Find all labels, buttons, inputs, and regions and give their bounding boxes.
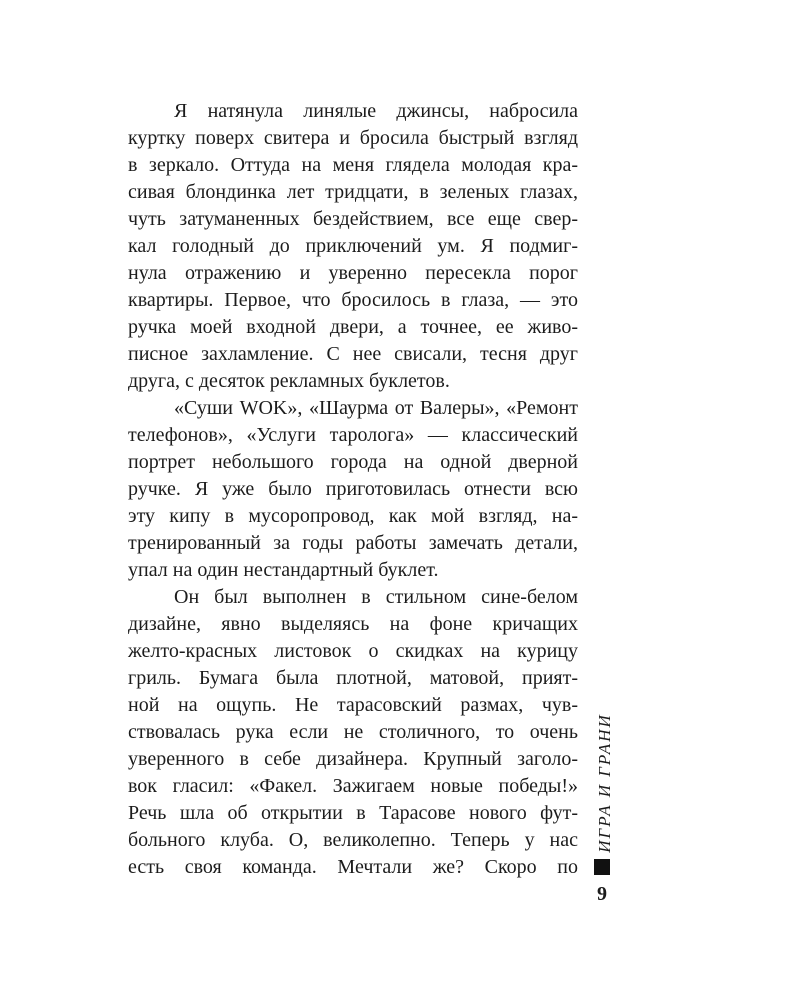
text-line: ной на ощупь. Не тарасовский размах, чув- [128, 694, 578, 716]
text-line: квартиры. Первое, что бросилось в глаза, — это [128, 289, 578, 311]
text-line: друга, с десяток рекламных буклетов. [128, 370, 450, 392]
text-line: эту кипу в мусоропровод, как мой взгляд, на- [128, 505, 578, 527]
text-line: больного клуба. О, великолепно. Теперь у нас [128, 829, 578, 851]
text-line: уверенного в себе дизайнера. Крупный заголо- [128, 748, 578, 770]
page-number: 9 [597, 883, 607, 905]
text-line: Он был выполнен в стильном сине-белом [174, 586, 578, 608]
text-line: нула отражению и уверенно пересекла порог [128, 262, 578, 284]
text-line: писное захламление. С нее свисали, тесня друг [128, 343, 578, 365]
text-line: кал голодный до приключений ум. Я подмиг- [128, 235, 578, 257]
running-title-vertical: ИГРА И ГРАНИ [595, 713, 614, 853]
text-line: Я натянула линялые джинсы, набросила [174, 100, 578, 122]
text-line: есть своя команда. Мечтали же? Скоро по [128, 856, 578, 878]
paragraph [128, 395, 578, 584]
text-line: «Суши WOK», «Шаурма от Валеры», «Ремонт [174, 397, 578, 419]
text-line: ствовалась рука если не столичного, то очень [128, 721, 578, 743]
text-line: ручке. Я уже было приготовилась отнести всю [128, 478, 578, 500]
text-line: гриль. Бумага была плотной, матовой, прият- [128, 667, 578, 689]
text-line: дизайне, явно выделяясь на фоне кричащих [128, 613, 578, 635]
text-line: куртку поверх свитера и бросила быстрый взгляд [128, 127, 578, 149]
text-line: тренированный за годы работы замечать детали, [128, 532, 578, 554]
text-line: вок гласил: «Факел. Зажигаем новые победы!» [128, 775, 578, 797]
section-marker-square-icon [594, 859, 610, 875]
text-line: телефонов», «Услуги таролога» — классический [128, 424, 578, 446]
text-block [128, 98, 578, 881]
text-line: желто-красных листовок о скидках на курицу [128, 640, 578, 662]
paragraph [128, 98, 578, 395]
paragraph [128, 584, 578, 881]
text-line: упал на один нестандартный буклет. [128, 559, 439, 581]
text-line: Речь шла об открытии в Тарасове нового фут- [128, 802, 578, 824]
text-line: в зеркало. Оттуда на меня глядела молодая кра- [128, 154, 578, 176]
text-line: портрет небольшого города на одной дверной [128, 451, 578, 473]
text-line: чуть затуманенных бездействием, все еще свер- [128, 208, 578, 230]
text-line: ручка моей входной двери, а точнее, ее живо- [128, 316, 578, 338]
text-line: сивая блондинка лет тридцати, в зеленых глазах, [128, 181, 578, 203]
